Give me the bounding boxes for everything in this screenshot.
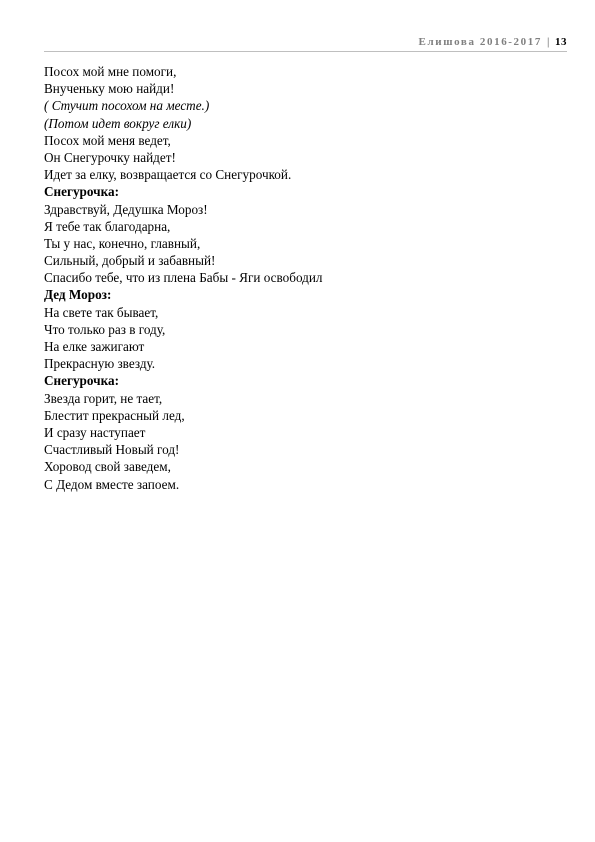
verse-line: И сразу наступает bbox=[44, 424, 146, 440]
document-body bbox=[44, 63, 564, 493]
running-title: Елишова 2016-2017 bbox=[418, 36, 542, 48]
verse-line: На свете так бывает, bbox=[44, 304, 159, 320]
page-header bbox=[44, 34, 567, 50]
verse-line: Посох мой меня ведет, bbox=[44, 132, 171, 148]
speaker-name: Дед Мороз: bbox=[44, 287, 112, 303]
verse-line: Он Снегурочку найдет! bbox=[44, 149, 176, 165]
verse-line: Здравствуй, Дедушка Мороз! bbox=[44, 201, 208, 217]
header-separator: | bbox=[546, 36, 551, 48]
verse-line: Идет за елку, возвращается со Снегурочкой. bbox=[44, 167, 292, 183]
stage-direction: (Потом идет вокруг елки) bbox=[44, 115, 192, 131]
verse-line: Блестит прекрасный лед, bbox=[44, 407, 185, 423]
verse-line: Спасибо тебе, что из плена Бабы - Яги освободил bbox=[44, 270, 323, 286]
verse-line: Звезда горит, не тает, bbox=[44, 390, 163, 406]
verse-line: Ты у нас, конечно, главный, bbox=[44, 235, 201, 251]
stage-direction: ( Стучит посохом на месте.) bbox=[44, 98, 210, 114]
page-number: 13 bbox=[555, 36, 567, 48]
verse-line: Хоровод свой заведем, bbox=[44, 459, 171, 475]
verse-line: Я тебе так благодарна, bbox=[44, 218, 171, 234]
verse-line: Прекрасную звезду. bbox=[44, 356, 156, 372]
verse-line: С Дедом вместе запоем. bbox=[44, 476, 180, 492]
speaker-name: Снегурочка: bbox=[44, 373, 119, 389]
verse-line: Что только раз в году, bbox=[44, 321, 166, 337]
verse-line: На елке зажигают bbox=[44, 339, 145, 354]
verse-line: Счастливый Новый год! bbox=[44, 442, 180, 458]
verse-line: Внученьку мою найди! bbox=[44, 81, 175, 97]
speaker-name: Снегурочка: bbox=[44, 184, 119, 200]
verse-line: Сильный, добрый и забавный! bbox=[44, 253, 216, 269]
header-rule bbox=[44, 51, 567, 52]
verse-line: Посох мой мне помоги, bbox=[44, 64, 177, 79]
